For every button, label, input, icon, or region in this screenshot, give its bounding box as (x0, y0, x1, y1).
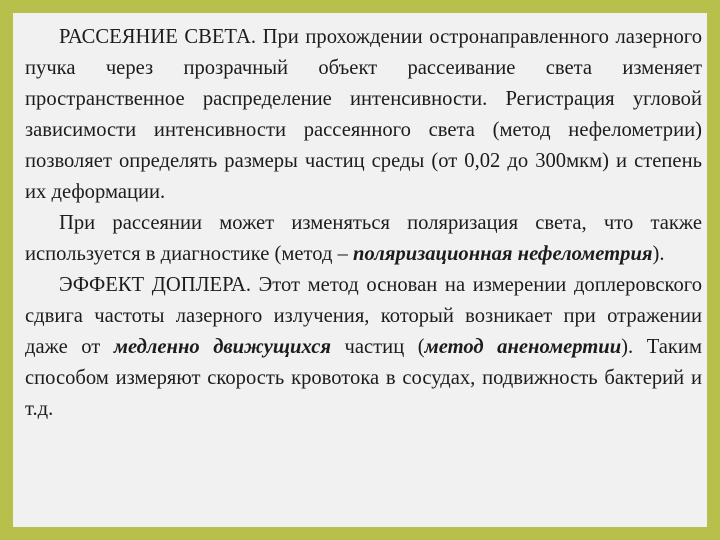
text-run: ). Таким способом измеряют скорость кровотока в сосудах, подвижность бактерий и т.д. (25, 336, 702, 420)
paragraph-polarization (25, 208, 702, 270)
text-run: РАССЕЯНИЕ СВЕТА. При прохождении остронаправленного лазерного пучка через прозрачный объект рассеивание света изменяет пространственное распределение интенсивности. Регистрация угловой зависимости интенсивности рассеянного света (метод нефелометрии) позволяет определять размеры частиц среды (от 0,02 до 300мкм) и степень их деформации. (25, 26, 702, 203)
text-run: При рассеянии может изменяться поляризация света, что также используется в диагностике (метод – (25, 212, 702, 265)
emphasis-term: поляризационная нефелометрия (353, 243, 653, 265)
paragraph-doppler-effect (25, 270, 702, 425)
emphasis-term: метод аненомертии (424, 336, 622, 358)
text-run: частиц ( (330, 336, 425, 358)
slide-text-body (25, 22, 702, 425)
emphasis-term: медленно движущихся (113, 336, 331, 358)
slide-panel (13, 13, 707, 527)
text-run: ЭФФЕКТ ДОПЛЕРА. Этот метод основан на измерении доплеровского сдвига частоты лазерного излучения, который возникает при отражении даже от (25, 274, 702, 358)
text-run: ). (652, 243, 665, 265)
paragraph-light-scattering (25, 22, 702, 208)
